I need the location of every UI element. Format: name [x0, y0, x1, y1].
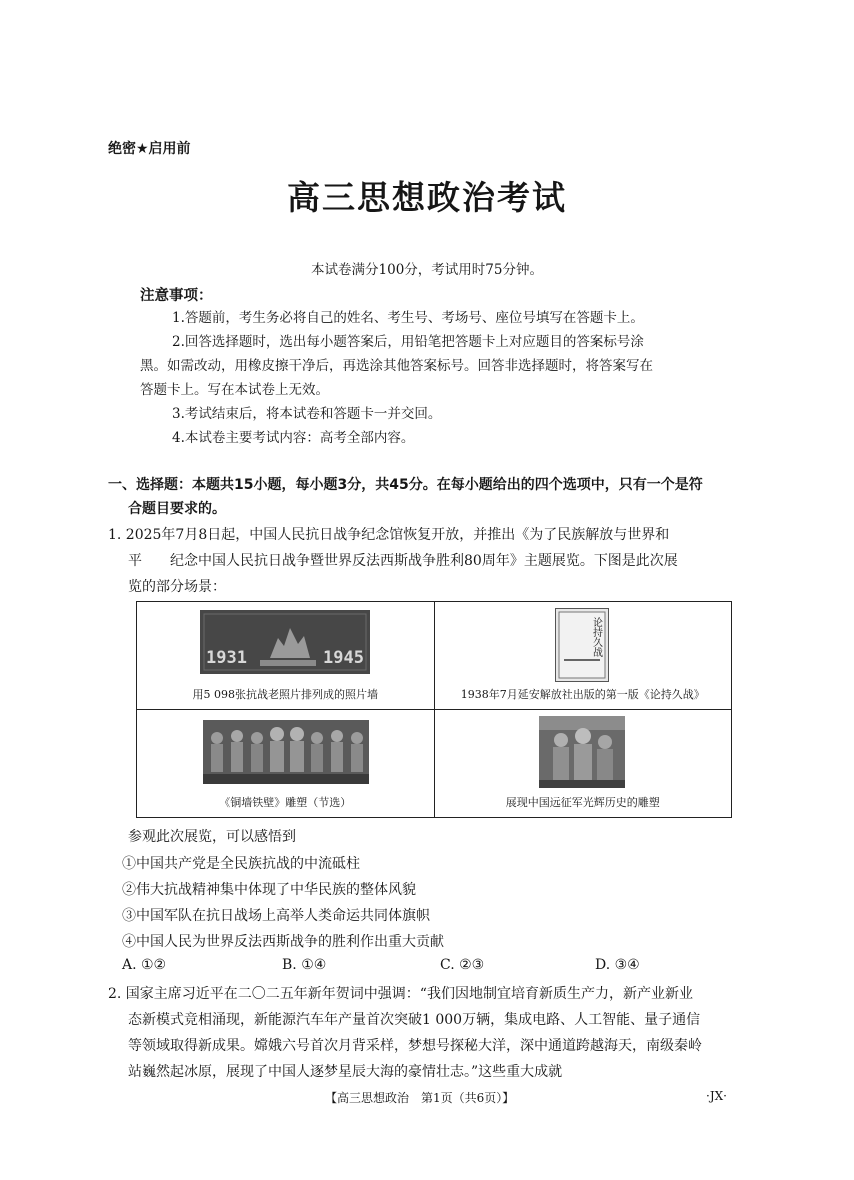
statement-item: ①中国共产党是全民族抗战的中流砥柱	[122, 856, 360, 872]
wall-year-end: 1945	[323, 648, 364, 668]
notice-line: 4.本试卷主要考试内容：高考全部内容。	[172, 430, 415, 446]
option-a[interactable]: A. ①②	[122, 957, 167, 973]
option-b[interactable]: B. ①④	[282, 957, 327, 973]
notice-line: 3.考试结束后，将本试卷和答题卡一并交回。	[172, 406, 442, 422]
page-footer: 【高三思想政治 第1页（共6页）】	[325, 1091, 515, 1105]
confidential-label: 绝密★启用前	[108, 141, 191, 157]
statement-item: ②伟大抗战精神集中体现了中华民族的整体风貌	[122, 882, 416, 898]
image-cell-sculpture	[137, 710, 435, 818]
image-caption: 用5 098张抗战老照片排列成的照片墙	[192, 688, 378, 701]
question-1-line: 平 纪念中国人民抗日战争暨世界反法西斯战争胜利80周年》主题展览。下图是此次展	[128, 553, 678, 569]
expedition-sculpture-image	[539, 716, 625, 788]
book-title-text: 论持久战	[590, 617, 602, 657]
notice-line: 1.答题前，考生务必将自己的姓名、考生号、考场号、座位号填写在答题卡上。	[172, 310, 644, 326]
question-2-line: 站巍然起冰原，展现了中国人逐梦星辰大海的豪情壮志。”这些重大成就	[128, 1064, 563, 1080]
wall-year-start: 1931	[206, 648, 247, 668]
question-2-line: 等领域取得新成果。嫦娥六号首次月背采样，梦想号探秘大洋，深中通道跨越海天，南级秦岭	[128, 1038, 702, 1054]
photo-wall-image	[200, 610, 370, 674]
statement-item: ③中国军队在抗日战场上高举人类命运共同体旗帜	[122, 908, 430, 924]
notice-line: 答题卡上。写在本试卷上无效。	[140, 382, 329, 398]
option-d[interactable]: D. ③④	[595, 957, 640, 973]
notice-line: 黑。如需改动，用橡皮擦干净后，再选涂其他答案标号。回答非选择题时，将答案写在	[140, 358, 653, 374]
option-c[interactable]: C. ②③	[440, 957, 485, 973]
exhibition-image-table	[136, 601, 732, 818]
image-caption: 《铜墙铁壁》雕塑（节选）	[219, 796, 352, 809]
image-cell-photo-wall	[137, 602, 435, 710]
book-cover-image	[555, 608, 609, 682]
question-1-stem: 参观此次展览，可以感悟到	[128, 829, 296, 845]
section-heading-cont: 合题目要求的。	[128, 501, 226, 517]
page-title: 高三思想政治考试	[287, 178, 567, 217]
question-2-line: 2. 国家主席习近平在二〇二五年新年贺词中强调：“我们因地制宜培育新质生产力，新产业新业	[108, 986, 693, 1002]
question-2-line: 态新模式竞相涌现，新能源汽车年产量首次突破1 000万辆，集成电路、人工智能、量子通信	[128, 1012, 701, 1028]
sculpture-image	[203, 720, 369, 784]
question-1-line: 1. 2025年7月8日起，中国人民抗日战争纪念馆恢复开放，并推出《为了民族解放与世界和	[108, 527, 670, 543]
image-cell-book	[434, 602, 732, 710]
statement-item: ④中国人民为世界反法西斯战争的胜利作出重大贡献	[122, 934, 444, 950]
image-cell-expedition	[434, 710, 732, 818]
notice-heading: 注意事项：	[140, 288, 213, 304]
exam-info: 本试卷满分100分，考试用时75分钟。	[311, 262, 543, 278]
section-heading: 一、选择题：本题共15小题，每小题3分，共45分。在每小题给出的四个选项中，只有一个是符	[108, 477, 703, 493]
footer-code: ·JX·	[706, 1089, 727, 1103]
image-caption: 展现中国远征军光辉历史的雕塑	[505, 796, 660, 809]
question-1-line: 览的部分场景：	[128, 579, 226, 595]
notice-line: 2.回答选择题时，选出每小题答案后，用铅笔把答题卡上对应题目的答案标号涂	[172, 334, 644, 350]
image-caption: 1938年7月延安解放社出版的第一版《论持久战》	[460, 688, 705, 701]
